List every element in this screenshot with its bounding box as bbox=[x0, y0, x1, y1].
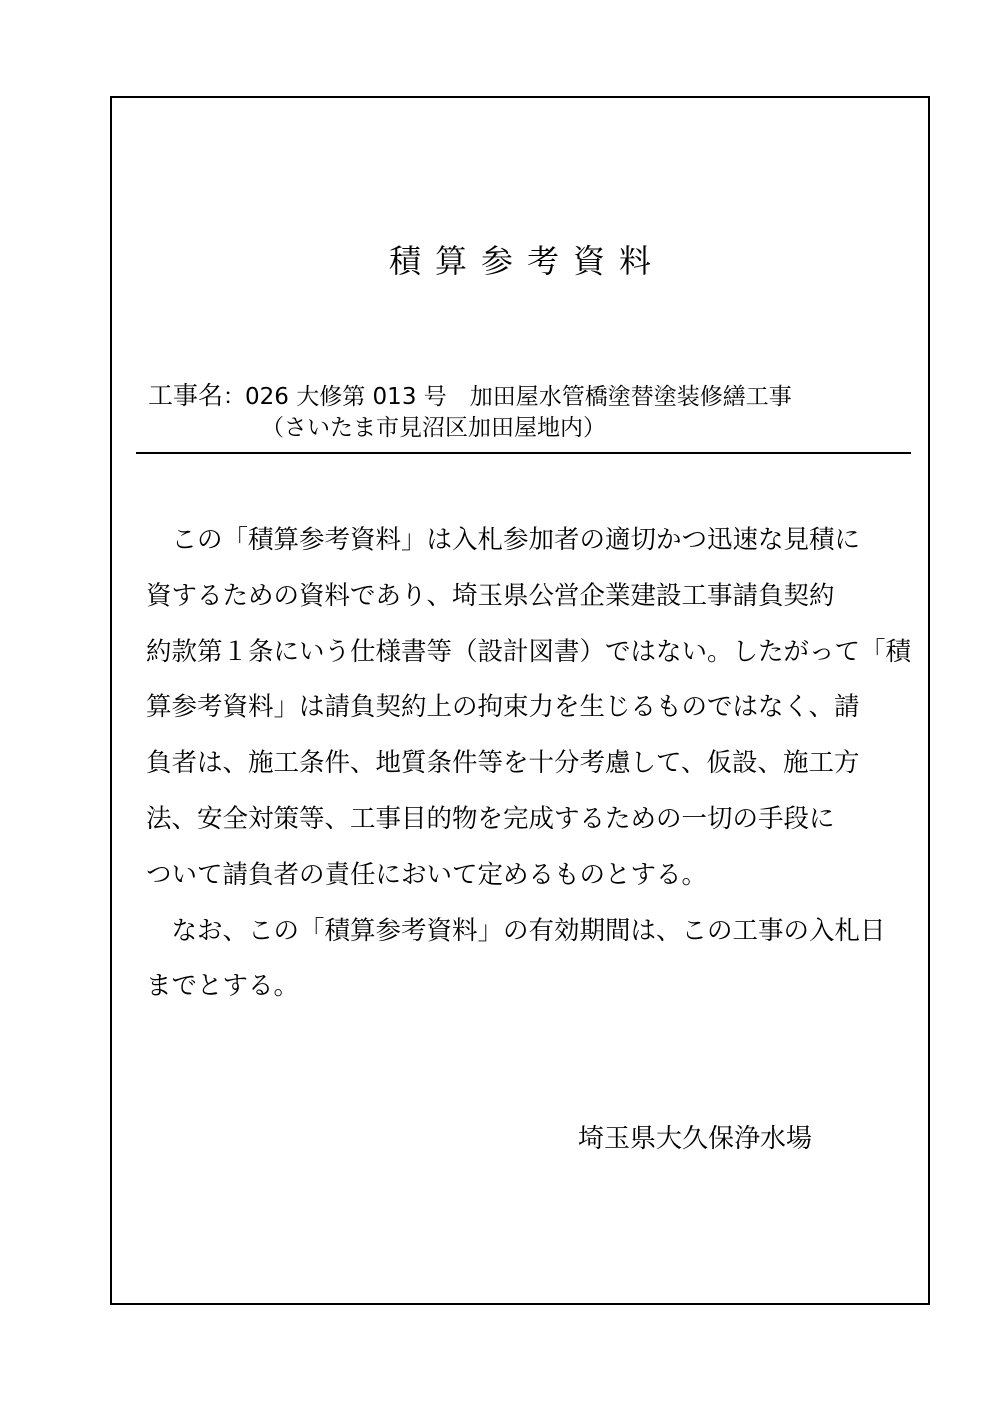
body-line: この「積算参考資料」は入札参加者の適切かつ迅速な見積に bbox=[146, 525, 861, 555]
body-line: ついて請負者の責任において定めるものとする。 bbox=[146, 859, 708, 890]
body-line: なお、この「積算参考資料」の有効期間は、この工事の入札日 bbox=[146, 915, 886, 946]
document-frame bbox=[110, 96, 930, 1305]
project-separator: ： bbox=[223, 385, 246, 410]
body-line: までとする。 bbox=[146, 971, 300, 1002]
project-name: 026 大修第 013 号 加田屋水管橋塗替塗装修繕工事 bbox=[245, 384, 792, 410]
document-title: 積算参考資料 bbox=[388, 242, 665, 280]
body-line: 資するための資料であり、埼玉県公営企業建設工事請負契約 bbox=[146, 580, 835, 611]
project-info bbox=[148, 381, 908, 443]
body-line: 約款第１条にいう仕様書等（設計図書）ではない。したがって「積 bbox=[146, 636, 912, 667]
project-location: （さいたま市見沼区加田屋地内） bbox=[261, 415, 606, 441]
project-name-line bbox=[148, 381, 908, 413]
body-line: 負者は、施工条件、地質条件等を十分考慮して、仮設、施工方 bbox=[146, 748, 860, 779]
body-paragraph bbox=[146, 513, 912, 1015]
body-line: 法、安全対策等、工事目的物を完成するための一切の手段に bbox=[146, 803, 835, 834]
divider-line bbox=[136, 452, 911, 454]
issuer-name: 埼玉県大久保浄水場 bbox=[578, 1124, 813, 1154]
body-line: 算参考資料」は請負契約上の拘束力を生じるものではなく、請 bbox=[146, 692, 860, 723]
project-label: 工事名 bbox=[148, 381, 224, 410]
